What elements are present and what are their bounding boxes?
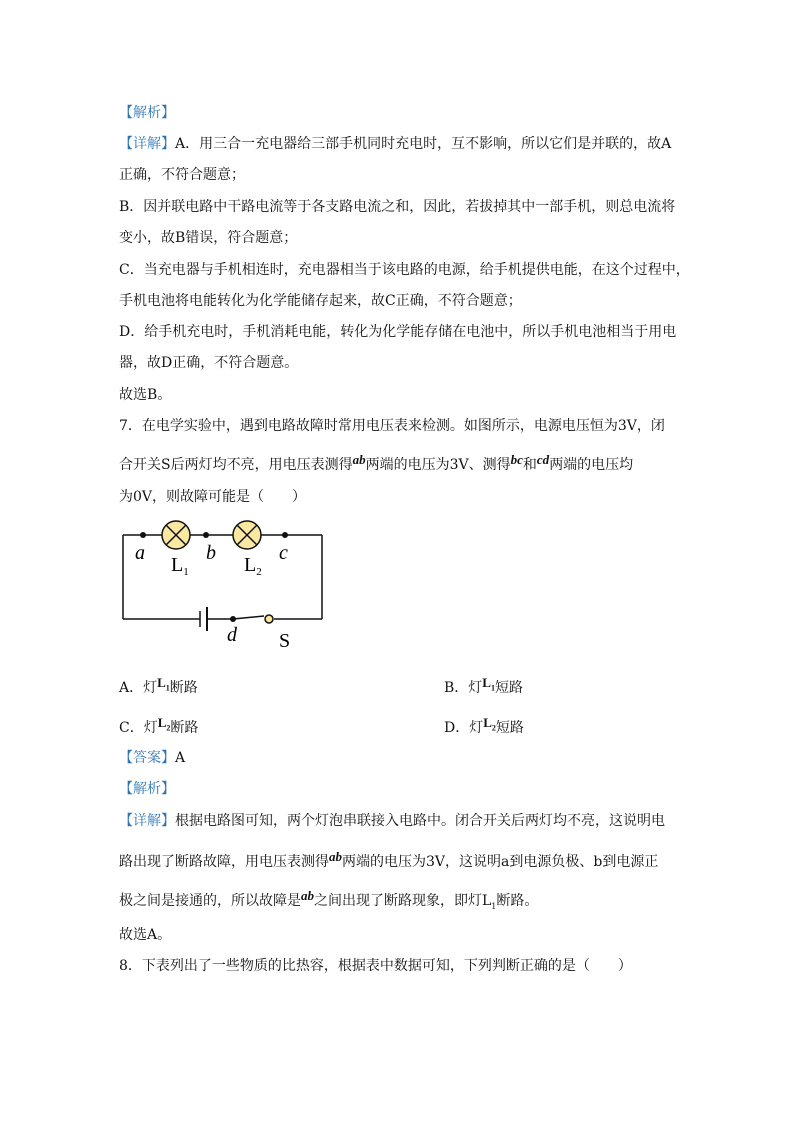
text-line: 正确，不符合题意； [119,167,245,183]
analysis-heading: 【解析】 [119,781,175,797]
bulb-l2-icon [233,521,261,549]
text-line: 器，故D正确，不符合题意。 [119,355,299,371]
label-a: a [135,542,145,564]
question-7-text: 合开关S后两灯均不亮，用电压表测得ab两端的电压为3V、测得bc和cd两端的电压均 [119,452,634,473]
question-8-text: 8．下表列出了一些物质的比热容，根据表中数据可知，下列判断正确的是（ ） [119,958,632,974]
bulb-l1-icon [162,521,190,549]
label-c: c [279,542,288,564]
option-c[interactable]: C．灯$L_2$断路 [119,715,199,736]
label-l1: $L_1$ [171,554,189,578]
circuit-diagram [110,515,340,655]
question-7-text: 为0V，则故障可能是（ ） [119,489,307,505]
node-a [140,532,146,538]
text-line: 路出现了断路故障，用电压表测得ab两端的电压为3V，这说明a到电源负极、b到电源正 [119,849,659,870]
option-d[interactable]: D．灯$L_2$短路 [444,715,524,736]
text-line: D．给手机充电时，手机消耗电能，转化为化学能存储在电池中，所以手机电池相当于用电 [119,324,677,340]
label-d: d [227,624,237,646]
text-line: 手机电池将电能转化为化学能储存起来，故C正确，不符合题意； [119,293,522,309]
label-l2: $L_2$ [244,554,262,578]
label-b: b [206,542,216,564]
text-line: 【详解】A．用三合一充电器给三部手机同时充电时，互不影响，所以它们是并联的，故A [119,136,672,152]
node-c [282,532,288,538]
node-b [203,532,209,538]
question-7-text: 7．在电学实验中，遇到电路故障时常用电压表来检测。如图所示，电源电压恒为3V，闭 [119,418,665,434]
option-a[interactable]: A．灯$L_1$断路 [119,675,198,696]
text-line: 故选A。 [119,927,172,943]
text-line: B．因并联电路中干路电流等于各支路电流之和，因此，若拔掉其中一部手机，则总电流将 [119,199,676,215]
analysis-heading: 【解析】 [119,105,175,121]
text-line: 故选B。 [119,387,172,403]
node-d [230,616,236,622]
answer-line: 【答案】A [119,750,186,766]
text-line: 极之间是接通的，所以故障是ab之间出现了断路现象，即灯$L_1$断路。 [119,888,539,911]
label-s: S [279,630,291,652]
option-b[interactable]: B．灯$L_1$短路 [444,675,523,696]
switch-contact [265,615,273,623]
text-line: 变小，故B错误，符合题意； [119,230,298,246]
text-line: C．当充电器与手机相连时，充电器相当于该电路的电源，给手机提供电能，在这个过程中， [119,262,690,278]
text-line: 【详解】根据电路图可知，两个灯泡串联接入电路中。闭合开关后两灯均不亮，这说明电 [119,813,665,829]
